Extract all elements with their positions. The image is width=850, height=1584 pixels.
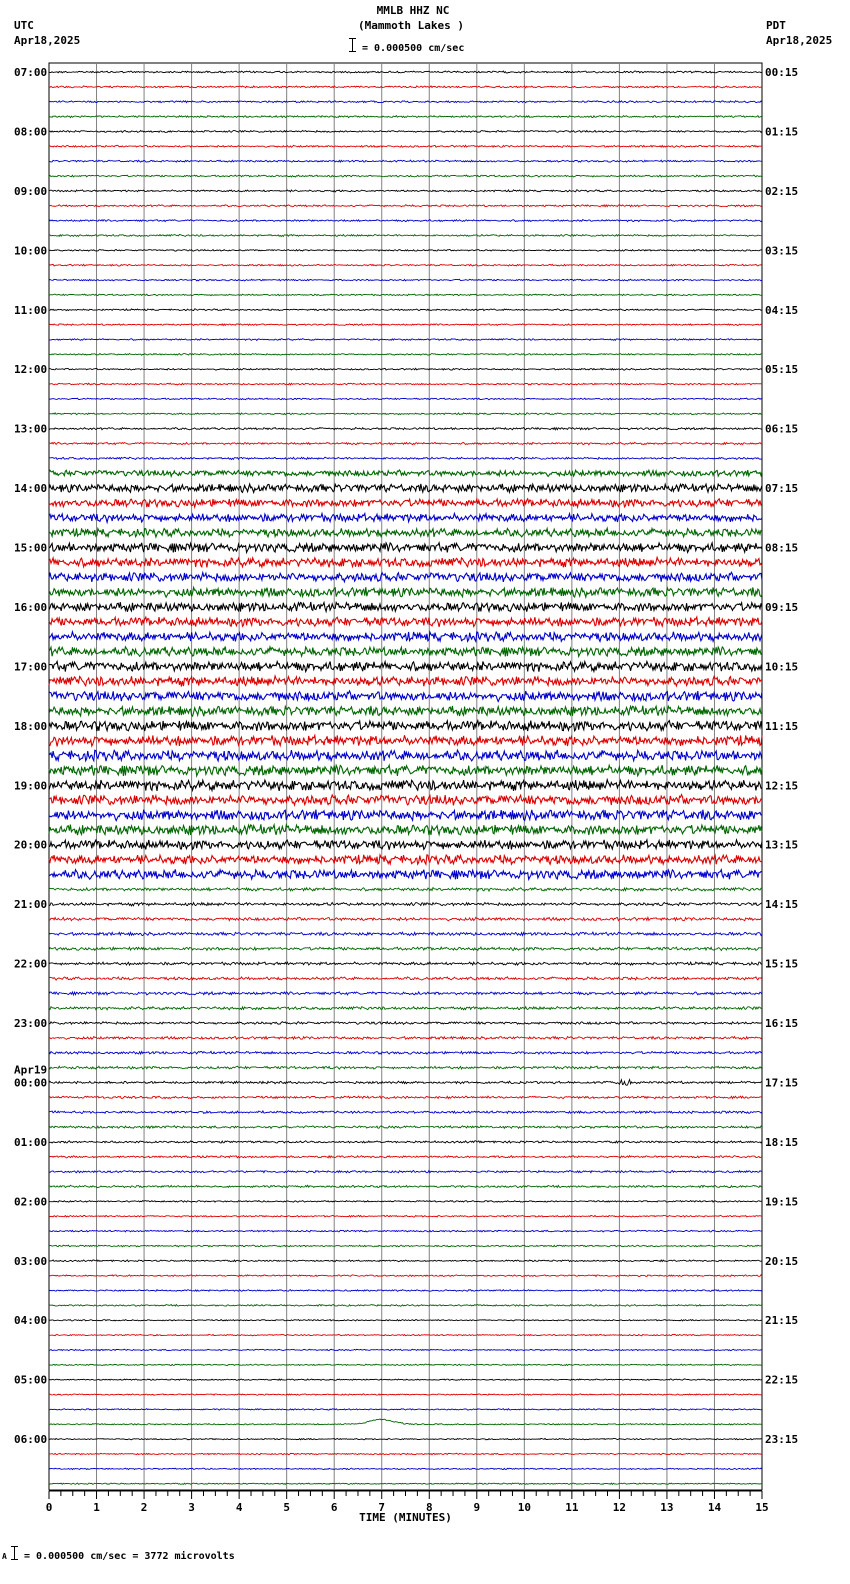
- left-hour-label: 17:00: [14, 660, 48, 674]
- trace-row: [49, 855, 762, 865]
- trace-row: [49, 1080, 762, 1086]
- trace-row: [49, 1201, 762, 1203]
- trace-row: [49, 428, 762, 430]
- trace-row: [49, 86, 762, 88]
- right-hour-label: 22:15: [765, 1373, 799, 1387]
- trace-row: [49, 131, 762, 133]
- left-hour-label: 14:00: [14, 482, 48, 496]
- right-hour-label: 23:15: [765, 1433, 799, 1447]
- date-change-label: Apr19: [14, 1063, 48, 1077]
- trace-row: [49, 1156, 762, 1158]
- trace-row: [49, 706, 762, 717]
- trace-row: [49, 992, 762, 995]
- trace-row: [49, 1185, 762, 1187]
- trace-row: [49, 1379, 762, 1380]
- x-tick-label: 15: [755, 1501, 769, 1514]
- trace-row: [49, 661, 762, 671]
- x-tick-label: 10: [517, 1501, 531, 1514]
- trace-row: [49, 324, 762, 326]
- trace-row: [49, 735, 762, 746]
- left-hour-label: 08:00: [14, 125, 48, 139]
- trace-row: [49, 101, 762, 103]
- trace-row: [49, 1022, 762, 1025]
- x-tick-label: 11: [565, 1501, 579, 1514]
- left-timezone: UTC: [14, 19, 34, 32]
- trace-row: [49, 1275, 762, 1277]
- left-date: Apr18,2025: [14, 34, 81, 47]
- x-tick-label: 0: [45, 1501, 53, 1514]
- trace-row: [49, 750, 762, 761]
- trace-row: [49, 470, 762, 477]
- trace-row: [49, 962, 762, 965]
- trace-row: [49, 1037, 762, 1040]
- right-hour-label: 03:15: [765, 244, 799, 258]
- left-hour-label: 23:00: [14, 1017, 48, 1031]
- left-hour-label: 01:00: [14, 1135, 48, 1149]
- scale-label-footer: = 0.000500 cm/sec = 3772 microvolts: [24, 1551, 235, 1562]
- left-hour-label: 00:00: [14, 1076, 48, 1090]
- trace-row: [49, 234, 762, 236]
- trace-row: [49, 1453, 762, 1455]
- trace-row: [49, 557, 762, 567]
- trace-row: [49, 676, 762, 687]
- trace-row: [49, 413, 762, 415]
- right-hour-label: 12:15: [765, 779, 799, 793]
- trace-row: [49, 457, 762, 459]
- trace-row: [49, 354, 762, 356]
- trace-row: [49, 888, 762, 892]
- trace-row: [49, 175, 762, 177]
- trace-row: [49, 632, 762, 642]
- trace-row: [49, 977, 762, 980]
- x-tick-label: 9: [473, 1501, 481, 1514]
- trace-row: [49, 587, 762, 597]
- scale-bar-footer: [14, 1546, 15, 1560]
- x-tick-label: 2: [140, 1501, 148, 1514]
- trace-row: [49, 1320, 762, 1321]
- right-hour-label: 15:15: [765, 957, 799, 971]
- trace-row: [49, 383, 762, 385]
- trace-row: [49, 691, 762, 702]
- right-hour-label: 05:15: [765, 363, 799, 377]
- trace-row: [49, 190, 762, 192]
- right-hour-label: 06:15: [765, 422, 799, 436]
- x-tick-label: 8: [425, 1501, 433, 1514]
- trace-row: [49, 1007, 762, 1010]
- trace-row: [49, 145, 762, 147]
- scale-label-header: = 0.000500 cm/sec: [362, 43, 465, 54]
- trace-row: [49, 947, 762, 950]
- trace-row: [49, 1364, 762, 1365]
- trace-row: [49, 1438, 762, 1439]
- trace-row: [49, 514, 762, 523]
- left-hour-label: 09:00: [14, 184, 48, 198]
- trace-row: [49, 1051, 762, 1054]
- right-hour-label: 20:15: [765, 1254, 799, 1268]
- left-hour-label: 05:00: [14, 1373, 48, 1387]
- trace-row: [49, 368, 762, 370]
- trace-row: [49, 1260, 762, 1262]
- right-hour-label: 10:15: [765, 660, 799, 674]
- left-hour-label: 21:00: [14, 898, 48, 912]
- left-hour-label: 06:00: [14, 1433, 48, 1447]
- right-hour-label: 04:15: [765, 303, 799, 317]
- right-hour-label: 02:15: [765, 184, 799, 198]
- station-location: (Mammoth Lakes ): [358, 19, 464, 32]
- left-hour-label: 12:00: [14, 363, 48, 377]
- trace-row: [49, 721, 762, 732]
- trace-row: [49, 1290, 762, 1292]
- right-hour-label: 01:15: [765, 125, 799, 139]
- trace-row: [49, 824, 762, 835]
- trace-row: [49, 309, 762, 311]
- trace-row: [49, 484, 762, 493]
- trace-row: [49, 647, 762, 657]
- left-hour-label: 13:00: [14, 422, 48, 436]
- trace-row: [49, 917, 762, 921]
- left-hour-label: 02:00: [14, 1195, 48, 1209]
- x-tick-label: 5: [283, 1501, 290, 1514]
- trace-row: [49, 264, 762, 266]
- right-hour-label: 08:15: [765, 541, 799, 555]
- trace-row: [49, 499, 762, 507]
- x-tick-label: 6: [330, 1501, 338, 1514]
- trace-row: [49, 116, 762, 118]
- left-hour-label: 07:00: [14, 66, 48, 79]
- trace-row: [49, 442, 762, 444]
- x-axis: [46, 1491, 769, 1524]
- left-hour-label: 04:00: [14, 1314, 48, 1328]
- right-date: Apr18,2025: [766, 34, 833, 47]
- left-hour-label: 10:00: [14, 244, 48, 258]
- trace-row: [49, 869, 762, 879]
- left-hour-label: 15:00: [14, 541, 48, 555]
- right-hour-label: 13:15: [765, 838, 799, 852]
- trace-row: [49, 1126, 762, 1129]
- left-hour-label: 19:00: [14, 779, 48, 793]
- right-hour-label: 11:15: [765, 719, 799, 733]
- left-hour-label: 16:00: [14, 600, 48, 614]
- trace-row: [49, 1334, 762, 1335]
- trace-row: [49, 1305, 762, 1307]
- trace-row: [49, 279, 762, 281]
- trace-row: [49, 528, 762, 537]
- trace-row: [49, 160, 762, 162]
- trace-row: [49, 205, 762, 207]
- trace-row: [49, 1468, 762, 1470]
- trace-row: [49, 250, 762, 252]
- right-hour-label: 09:15: [765, 600, 799, 614]
- trace-row: [49, 1483, 762, 1484]
- x-tick-label: 12: [612, 1501, 627, 1514]
- left-hour-label: 18:00: [14, 719, 48, 733]
- right-timezone: PDT: [766, 19, 786, 32]
- trace-row: [49, 1096, 762, 1099]
- trace-group: [49, 71, 762, 1484]
- left-hour-label: 20:00: [14, 838, 48, 852]
- trace-row: [49, 840, 762, 850]
- trace-row: [49, 795, 762, 806]
- trace-row: [49, 220, 762, 222]
- trace-row: [49, 602, 762, 612]
- trace-row: [49, 339, 762, 341]
- trace-row: [49, 1409, 762, 1410]
- x-tick-label: 14: [707, 1501, 722, 1514]
- x-tick-label: 7: [378, 1501, 386, 1514]
- trace-row: [49, 932, 762, 936]
- x-tick-label: 3: [188, 1501, 195, 1514]
- trace-row: [49, 572, 762, 582]
- trace-row: [49, 1419, 762, 1425]
- station-title: MMLB HHZ NC: [376, 4, 450, 17]
- trace-row: [49, 1394, 762, 1395]
- x-tick-label: 1: [93, 1501, 100, 1514]
- trace-row: [49, 810, 762, 821]
- trace-row: [49, 1066, 762, 1069]
- right-hour-label: 19:15: [765, 1195, 799, 1209]
- right-hour-label: 16:15: [765, 1017, 799, 1031]
- right-hour-label: 21:15: [765, 1314, 799, 1328]
- left-hour-label: 03:00: [14, 1254, 48, 1268]
- trace-row: [49, 1230, 762, 1232]
- trace-row: [49, 1215, 762, 1217]
- trace-row: [49, 617, 762, 627]
- trace-row: [49, 1245, 762, 1247]
- trace-row: [49, 902, 762, 906]
- right-hour-label: 17:15: [765, 1076, 799, 1090]
- trace-row: [49, 1349, 762, 1351]
- x-tick-label: 4: [235, 1501, 243, 1514]
- trace-row: [49, 780, 762, 791]
- trace-row: [49, 1171, 762, 1173]
- right-hour-label: 07:15: [765, 482, 799, 496]
- x-tick-label: 13: [660, 1501, 674, 1514]
- trace-row: [49, 294, 762, 296]
- left-hour-label: 11:00: [14, 303, 48, 317]
- right-hour-label: 14:15: [765, 898, 799, 912]
- trace-row: [49, 71, 762, 73]
- trace-row: [49, 1111, 762, 1114]
- right-hour-label: 00:15: [765, 66, 799, 79]
- trace-row: [49, 398, 762, 400]
- right-hour-label: 18:15: [765, 1135, 799, 1149]
- left-hour-label: 22:00: [14, 957, 48, 971]
- x-axis-title: TIME (MINUTES): [359, 1511, 452, 1524]
- footer-mark: A: [2, 1552, 7, 1561]
- trace-row: [49, 765, 762, 776]
- trace-row: [49, 543, 762, 553]
- trace-row: [49, 1141, 762, 1143]
